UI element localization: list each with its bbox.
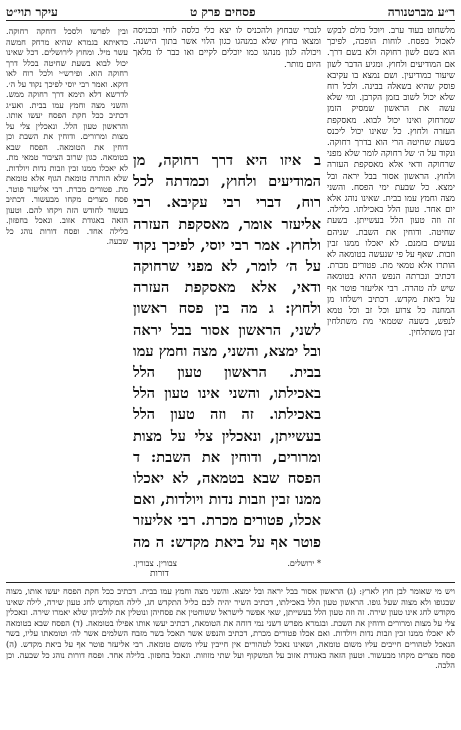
footnote-right: * ירושלים. (287, 558, 321, 568)
right-header-title: ר״ע מברטנורה (387, 4, 455, 19)
center-header-title: פסחים פרק ט (190, 4, 256, 19)
footnote-left: צבורין. צבורין. (133, 558, 177, 568)
left-header-title: עיקר תוי״ט (6, 4, 58, 19)
header-rule (6, 20, 455, 21)
tosfot-yom-tov-commentary: ובין לפרשו ולסכל דוחקה רחוקה. כדאיתא בגמרא שהיא מרחק חמשה עשר מיל. ומחוץ לירושלים. דכל שאינו יכול לבוא בשעת שחיטה בכלל דרך רחוקה הוא. ופירש״י ולכל רוח לאו דוקא. ואמר רבי יוסי לפיכך נקוד על ה׳. לדרשא דלא תימא דרך רחוקה ממש. והשני מצה וחמץ עמו בבית. ואע״ג דכתיב ככל חקת הפסח יעשו אותו. והראשון טעון הלל. ונאכלין צלי על מצות ומרורים. ודוחין את השבת וכן דוחין את הטומאה. הפסח שבא בטומאה. כגון שרוב הציבור טמאי מת. לא יאכלו ממנו זבין וזבות נדות ויולדות. שלא הותרה טומאת הגוף אלא טומאת מת. פטורים מכרת. רבי אליעזר פוטר. פסח מצרים מקחו מבעשור. דכתיב בעשור לחודש הזה ויקחו להם. וטעון הזאה באגודת אזוב. ונאכל בחפזון. בלילה אחד. ופסח דורות נוהג כל שבעה. (6, 26, 128, 246)
bottom-commentary: ויש מי שאומר לבן חוץ לארץ: (ג) הראשון אסור בבל יראה ובל ימצא. והשני מצה וחמץ עמו בבית. דכתיב ככל חקת הפסח יעשו אותו, מצוה שבגופו ולא מצוה שעל גופו. הראשון טעון הלל באכילתו, דכתיב השיר יהיה לכם כליל התקדש חג, לילה המקודש לחג טעון שירה, לילה שאינו מקודש לחג אינו טעון שירה. זה וזה טעון הלל בעשייתן, שאי אפשר לישראל ששוחטין את פסחיהן ונוטלין את לולביהן שלא יאמרו שירה. ונאכלין צלי על מצות ומרורים ודוחין את השבת. ובגמרא מפרש דשני נמי דוחה את הטומאה, דכתיב יעשו אותו אפילו בטומאה. (ד) הפסח שבא בטומאה לא יאכלו ממנו זבין וזבות נדות ויולדות. ואם אכלו פטורים מכרת, דכתיב והנפש אשר תאכל בשר מזבח השלמים אשר לה׳ וטומאתו עליו, בשר הנאכל לטהורים חייבים עליו משום טומאה, ושאינו נאכל לטהורים אין חייבין עליו משום טומאה. רבי אליעזר פוטר אף על ביאת מקדש. (ה) פסח מצרים מקחו מבעשור. וטעון הזאה באגודת אזוב על המשקוף ועל שתי מזוזות. ונאכל בחפזון. בלילה אחד. ופסח דורות נוהג כל שבעה. וכן הלכה. (6, 582, 455, 728)
catchword: דורות (150, 569, 169, 579)
mishna-main-text (133, 150, 321, 554)
bartenura-commentary: מלשחוט בעוד ערב. ויוכל כולם לבקש לאכול בפסח. לוחות הופכה, לפיכך הוא בשם לשון רחוקה ולא בשם דרך. אם המודיעים ולחוץ. ומגיע הדבר לשון שיעור כמודיעין. ושם נמצא בו עקיבא פוסק שהיא בשאלה בבינה. ולכל רוח שלא יכול לשוב בזמן הקרבן. ומי שלא עשה את הראשון שמסיק הזמן שמרחוק ואינו יכול לבוא. מאסקפת העזרה ולחוץ. כל שאינו יכול ליכנס בשעת שחיטה הרי הוא בדרך רחוקה. ונקוד על ה׳ של רחוקה לומר שלא מפני שרחוקה ודאי אלא מאסקפת העזרה ולחוץ. הראשון אסור בבל יראה ובל ימצא. כל שבעת ימי הפסח. והשני מצה וחמץ עמו בבית. שאינו נוהג אלא יום אחד. טעון הלל באכילתו. בלילה. זה וזה טעון הלל בעשייתן. בשעת שחיטה. ודוחין את השבת. שניהם נעשים בזמנם. לא יאכלו ממנו זבין וזבות. שאף על פי שנעשה בטומאה לא הותרו אלא טמאי מת. פטורים מכרת. דכתיב ונכרתה הנפש ההיא בטומאה שיש לה טהרה. רבי אליעזר פוטר אף על ביאת מקדש. דכתיב וישלחו מן המחנה כל צרוע וכל זב וכל טמא לנפש, בשעה שטמאי מת משתלחין זבין משתלחין. (327, 26, 455, 339)
top-commentary-block: לנכרי שבחוץ ולהכניס לו יצא כלי כלסה לוחי ובכניסה ומצאו בחוץ שלא כמנהגו כגון הלוי אשר בתוך הישנה. ויכולה לגון מנהגו כמו יוכלים לקיים ואו כבר לו מלאך היום מותר. (133, 26, 321, 70)
mishna-body: ב איזו היא דרך רחוקה, מן המודיעים ולחוץ, וכמדתה לכל רוח, דברי רבי עקיבא. רבי אליעזר אומר, מאסקפת העזרה ולחוץ. אמר רבי יוסי, לפיכך נקוד על ה׳ לומר, לא מפני שרחוקה ודאי, אלא מאסקפת העזרה ולחוץ: ג מה בין פסח ראשון לשני, הראשון אסור בבל יראה ובל ימצא, והשני, מצה וחמץ עמו בבית. הראשון טעון הלל באכילתו, והשני אינו טעון הלל באכילתו. זה וזה טעון הלל בעשייתן, ונאכלין צלי על מצות ומרורים, ודוחין את השבת: ד הפסח שבא בטמאה, לא יאכלו ממנו זבין וזבות נדות ויולדות, ואם אכלו, פטורים מכרת. רבי אליעזר פוטר אף על ביאת מקדש: ה מה (133, 152, 321, 551)
running-head (6, 4, 455, 20)
